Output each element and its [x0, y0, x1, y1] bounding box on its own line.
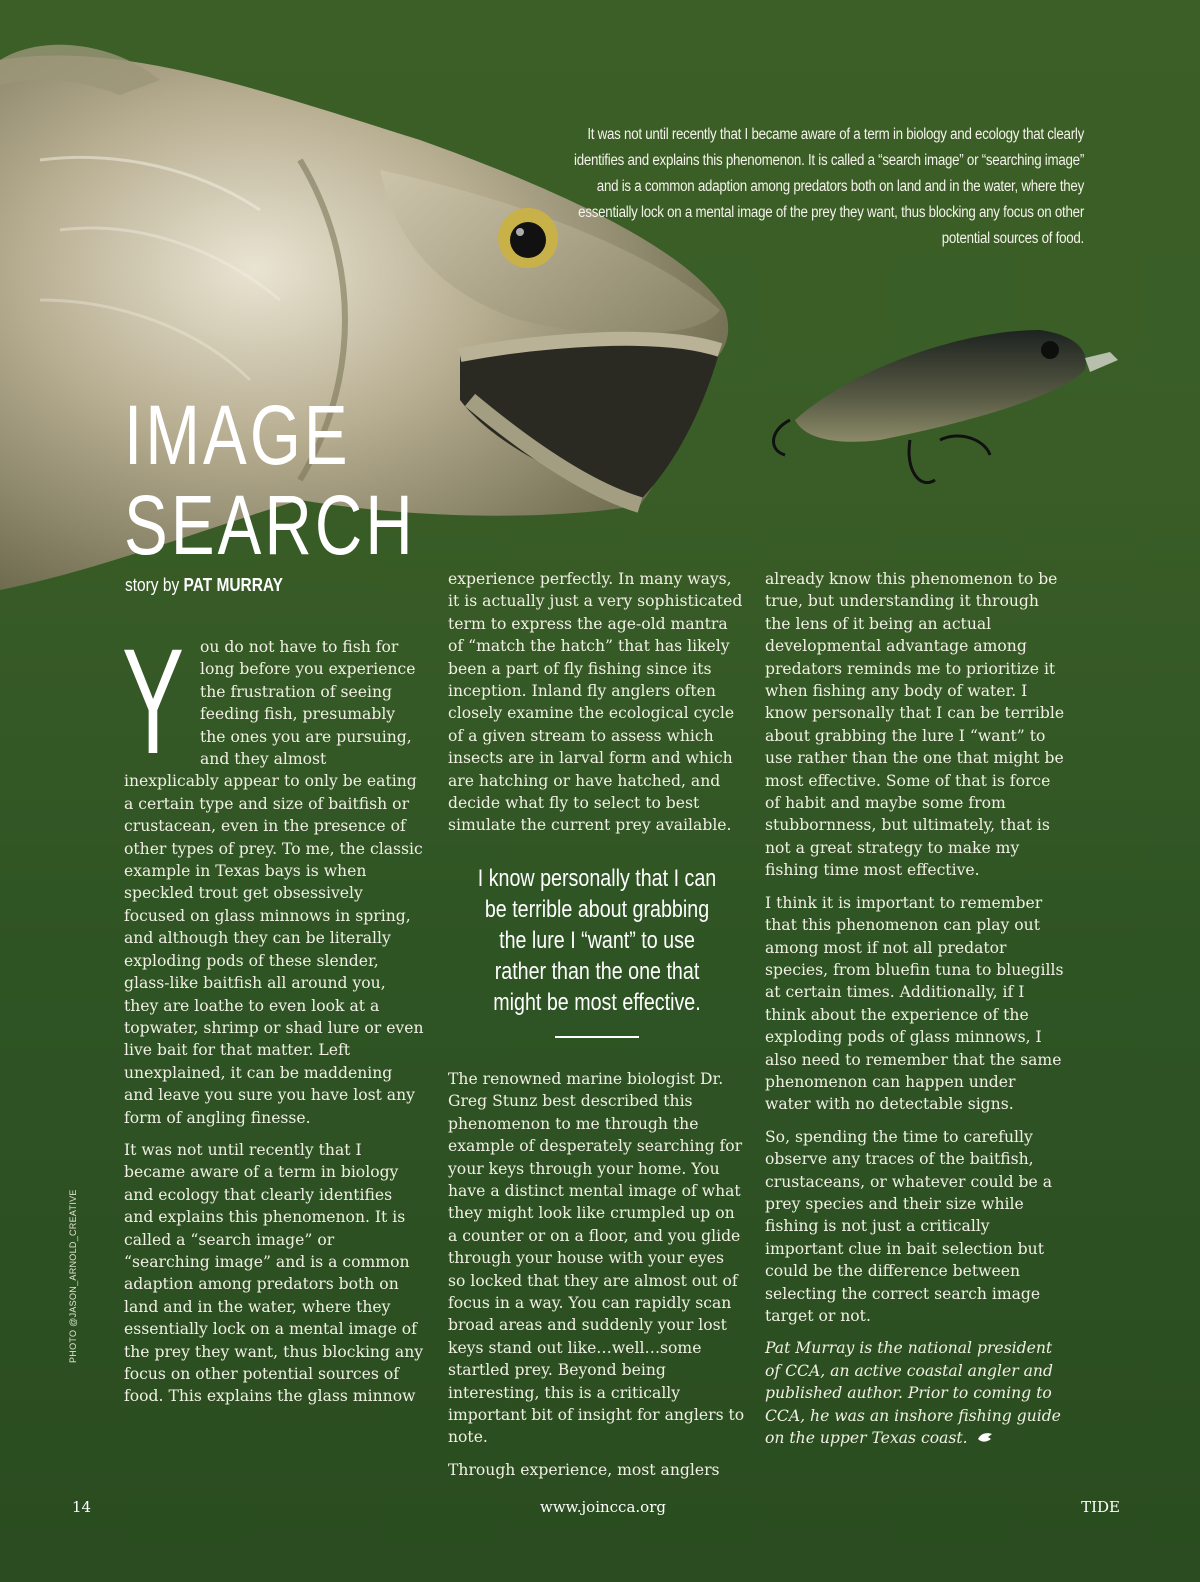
- paragraph-text: ou do not have to fish for long before you experience the frustration of seeing feeding fish, presumably the ones you are pursuing, and they almost inexplicably appear to only be eating a certain type and size of baitfish or crustacean, even in the presence of other types of prey. To me, the classic example in Texas bays is when speckled trout get obsessively focused on glass minnows in spring, and although they can be literally exploding pods of these slender, glass-like baitfish all around you, they are loathe to even look at a topwater, shrimp or shad lure or even live bait for that matter. Left unexplained, it can be maddening and leave you sure you have lost any form of angling finesse.: [124, 638, 424, 1127]
- column-3: [765, 568, 1065, 1459]
- magazine-name: TIDE: [1081, 1498, 1120, 1516]
- byline-prefix: story by: [125, 575, 180, 595]
- paragraph: Through experience, most anglers: [448, 1460, 720, 1479]
- photo-credit: PHOTO @JASON_ARNOLD_CREATIVE: [68, 1189, 78, 1363]
- byline-author: PAT MURRAY: [183, 575, 284, 595]
- paragraph: already know this phenomenon to be true, but understanding it through the lens of it being an actual developmental advantage among predators reminds me to prioritize it when fishing any body of water. I know personally that I can be terrible about grabbing the lure I “want” to use rather than the one that might be most effective. Some of that is force of habit and maybe some from stubbornness, but ultimately, that is not a great strategy to make my fishing time most effective.: [765, 570, 1065, 880]
- headline-line-2: SEARCH: [124, 478, 416, 572]
- paragraph: So, spending the time to carefully observe any traces of the baitfish, crustaceans, or whatever could be a prey species and their size while fishing is not just a critically important clue in bait selection but could be the difference between selecting the correct search image target or not.: [765, 1127, 1052, 1325]
- paragraph: experience perfectly. In many ways, it is actually just a very sophisticated term to express the age-old mantra of “match the hatch” that has likely been a part of fly fishing since its inception. Inland fly anglers often closely examine the ecological cycle of a given stream to assess which insects are in larval form and which are hatching or have hatched, and decide what fly to select to best simulate the current prey available.: [448, 570, 743, 835]
- paragraph: [122, 617, 424, 1129]
- mid-pull-quote: I know personally that I can be terrible about grabbing the lure I “want” to use rather than the one that might be most effective.: [477, 864, 717, 1016]
- paragraph: The renowned marine biologist Dr. Greg Stunz best described this phenomenon to me through the example of desperately searching for your keys through your home. You have a distinct mental image of what they might look like crumpled up on a counter or on a floor, and you glide through your house with your eyes so locked that they are almost out of focus in a way. You can rapidly scan broad areas and suddenly your lost keys stand out like…well…some startled prey. Beyond being interesting, this is a critically important bit of insight for anglers to note.: [448, 1069, 745, 1447]
- headline-line-1: IMAGE: [124, 388, 351, 482]
- drop-cap: Y: [122, 617, 185, 785]
- column-1: [122, 617, 424, 1418]
- article-headline: [124, 390, 416, 570]
- footer-url[interactable]: www.joincca.org: [540, 1498, 666, 1516]
- paragraph: I think it is important to remember that this phenomenon can play out among most if not all predator species, from bluefin tuna to bluegills at certain times. Additionally, if I think about the experience of the exploding pods of glass minnows, I also need to remember that the same phenomenon can happen under water with no detectable signs.: [765, 893, 1064, 1114]
- column-2: [448, 568, 746, 1491]
- top-pull-quote: It was not until recently that I became aware of a term in biology and ecology that clearly identifies and explains this phenomenon. It is called a “search image” or “searching image” and is a common adaption among predators both on land and in the water, where they essentially lock on a mental image of the prey they want, thus blocking any focus on other potential sources of food.: [573, 126, 1084, 247]
- paragraph: It was not until recently that I became aware of a term in biology and ecology that clearly identifies and explains this phenomenon. It is called a “search image” or “searching image” and is a common adaption among predators both on land and in the water, where they essentially lock on a mental image of the prey they want, thus blocking any focus on other potential sources of food. This explains the glass minnow: [124, 1140, 424, 1406]
- byline: [125, 575, 283, 596]
- cca-logo-icon: [977, 1431, 993, 1445]
- pull-quote-divider: [555, 1036, 639, 1038]
- author-bio: [765, 1337, 1065, 1449]
- lure-graphic: [774, 330, 1118, 483]
- author-bio-text: Pat Murray is the national president of CCA, an active coastal angler and published author. Prior to coming to CCA, he was an inshore fishing guide on the upper Texas coast.: [765, 1339, 1061, 1448]
- page-number: 14: [72, 1498, 92, 1516]
